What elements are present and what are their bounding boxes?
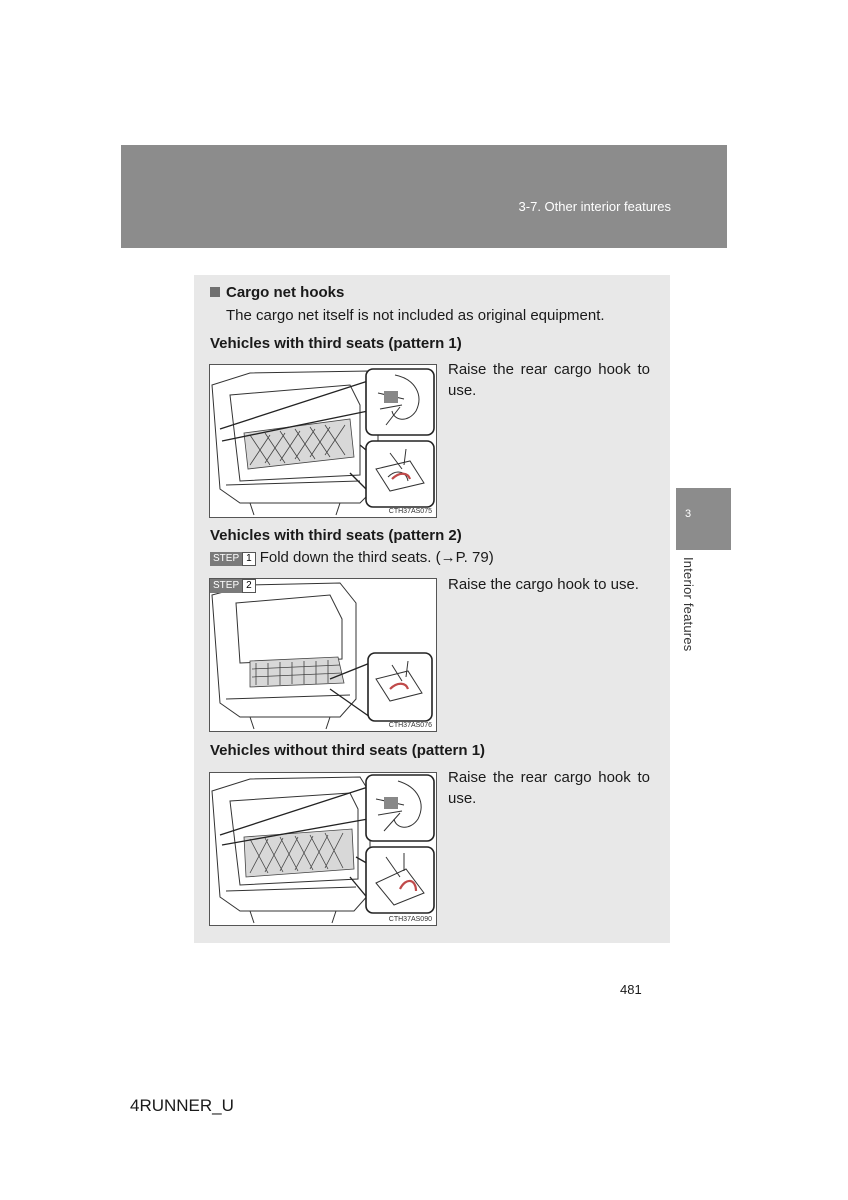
section-heading [210,284,344,301]
instruction-text: Raise the rear cargo hook to use. [448,769,650,807]
subsection-heading: Vehicles with third seats (pattern 2) [210,527,462,544]
header-band [121,145,727,248]
step-badge: STEP 2 [210,579,256,593]
content-box [194,275,670,943]
model-code: 4RUNNER_U [130,1096,234,1115]
chapter-title: Interior features [681,557,696,652]
step-badge: STEP 1 [210,552,256,566]
page-number: 481 [620,982,642,997]
figure-code: CTH37AS075 [388,508,432,515]
step-1-text: Fold down the third seats. (→P. 79) [259,549,494,566]
instruction-text: Raise the rear cargo hook to use. [448,361,650,399]
section-heading-text: Cargo net hooks [226,284,345,301]
step-1-line [210,549,494,566]
subsection-heading: Vehicles without third seats (pattern 1) [210,742,486,759]
cargo-hook-illustration [209,578,437,732]
chapter-number: 3 [685,508,692,520]
subsection-heading: Vehicles with third seats (pattern 1) [210,335,462,352]
section-note: The cargo net itself is not included as original equipment. [226,307,605,324]
heading-square-icon [210,287,220,297]
cargo-hook-illustration [209,772,437,926]
figure-code: CTH37AS076 [388,722,432,729]
chapter-tab [676,488,731,550]
section-title: 3-7. Other interior features [518,199,671,214]
figure-code: CTH37AS090 [388,916,432,923]
instruction-text: Raise the cargo hook to use. [448,576,639,593]
cargo-hook-illustration [209,364,437,518]
